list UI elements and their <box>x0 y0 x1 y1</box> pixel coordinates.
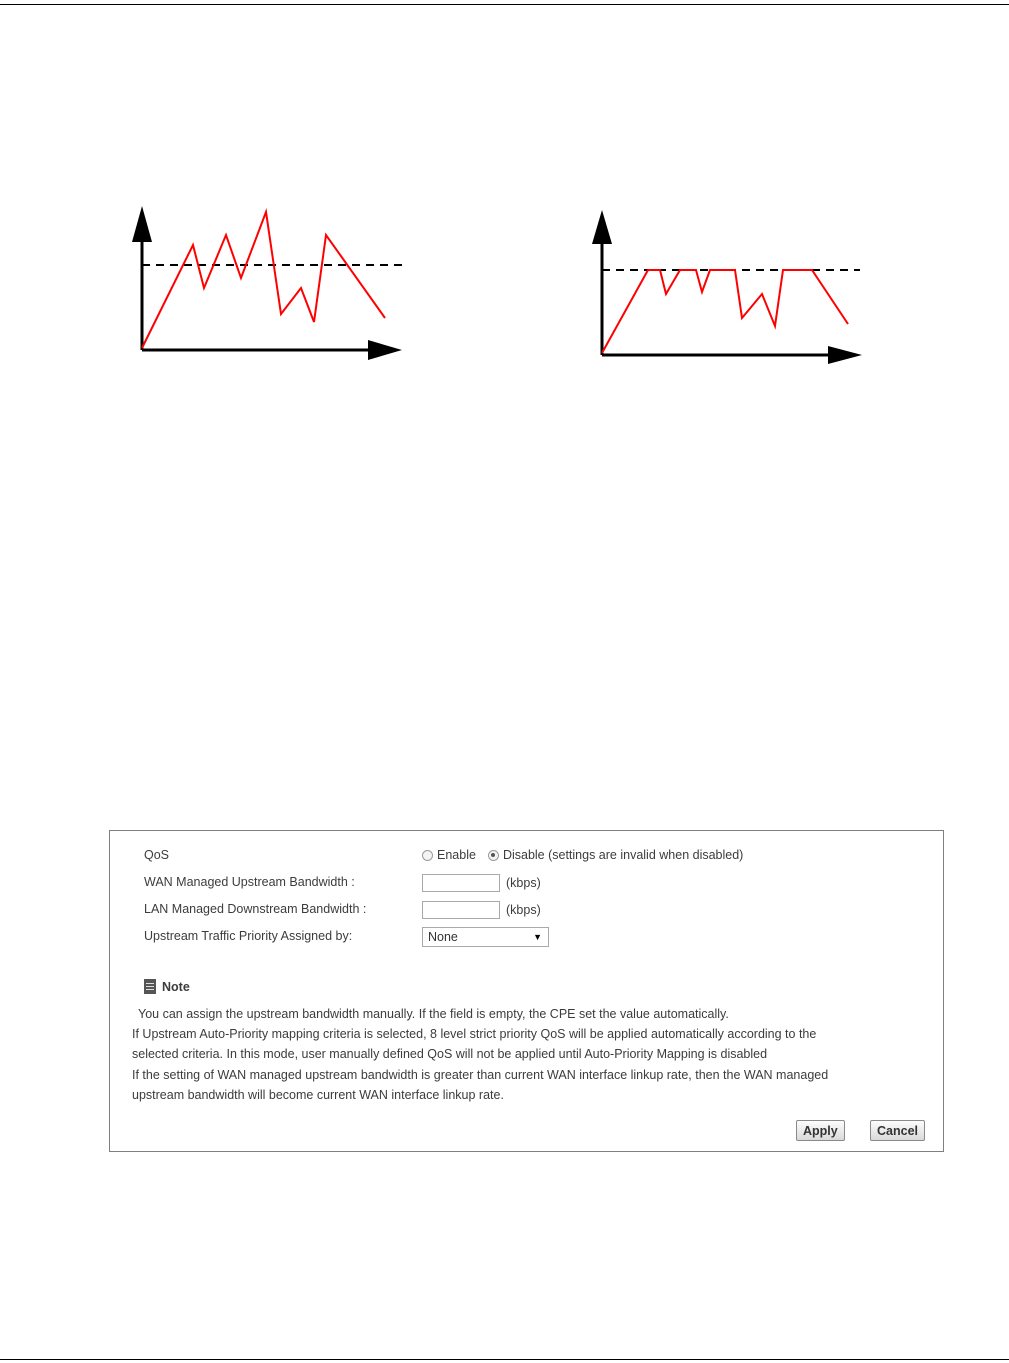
qos-enable-option[interactable] <box>422 848 476 862</box>
priority-control <box>422 927 549 947</box>
priority-select[interactable] <box>422 927 549 947</box>
qos-disable-radio[interactable] <box>488 850 499 861</box>
lan-bandwidth-control <box>422 901 541 919</box>
chevron-down-icon: ▼ <box>533 932 542 942</box>
apply-button[interactable]: Apply <box>796 1120 845 1141</box>
header-rule <box>0 4 1009 5</box>
note-line: If Upstream Auto-Priority mapping criteria is selected, 8 level strict priority QoS will be applied automatically according to the <box>132 1027 817 1041</box>
traffic-line <box>602 270 848 353</box>
footer-rule <box>0 1359 1009 1360</box>
note-line: selected criteria. In this mode, user manually defined QoS will not be applied until Auto-Priority Mapping is disabled <box>132 1047 768 1061</box>
y-axis-arrow-icon <box>132 206 152 242</box>
qos-disable-option[interactable] <box>488 848 743 862</box>
traffic-line <box>142 212 385 348</box>
qos-label: QoS <box>144 848 170 862</box>
priority-label: Upstream Traffic Priority Assigned by: <box>144 929 353 943</box>
note-line: You can assign the upstream bandwidth manually. If the field is empty, the CPE set the value automatically. <box>138 1007 729 1021</box>
note-line: upstream bandwidth will become current WAN interface linkup rate. <box>132 1088 504 1102</box>
qos-enable-label: Enable <box>437 848 476 862</box>
x-axis-arrow-icon <box>368 340 402 360</box>
qos-panel <box>109 830 944 1152</box>
lan-bandwidth-input[interactable] <box>422 901 500 919</box>
wan-bandwidth-label: WAN Managed Upstream Bandwidth : <box>144 875 355 889</box>
lan-bandwidth-label: LAN Managed Downstream Bandwidth : <box>144 902 367 916</box>
qos-radio-group <box>422 848 749 862</box>
qos-disable-label: Disable (settings are invalid when disabled) <box>502 848 744 862</box>
note-title: Note <box>162 979 190 994</box>
qos-enable-radio[interactable] <box>422 850 433 861</box>
graph-with-qos <box>580 200 880 370</box>
x-axis-arrow-icon <box>828 346 862 364</box>
wan-bandwidth-unit: (kbps) <box>506 876 541 890</box>
lan-bandwidth-unit: (kbps) <box>506 903 541 917</box>
note-line: If the setting of WAN managed upstream bandwidth is greater than current WAN interface linkup rate, then the WAN managed <box>132 1068 829 1082</box>
note-icon <box>144 979 156 994</box>
wan-bandwidth-input[interactable] <box>422 874 500 892</box>
y-axis-arrow-icon <box>592 210 612 244</box>
cancel-button[interactable]: Cancel <box>870 1120 925 1141</box>
graph-without-qos <box>120 200 420 370</box>
note-heading <box>144 979 190 994</box>
priority-select-value: None <box>428 930 458 944</box>
wan-bandwidth-control <box>422 874 541 892</box>
